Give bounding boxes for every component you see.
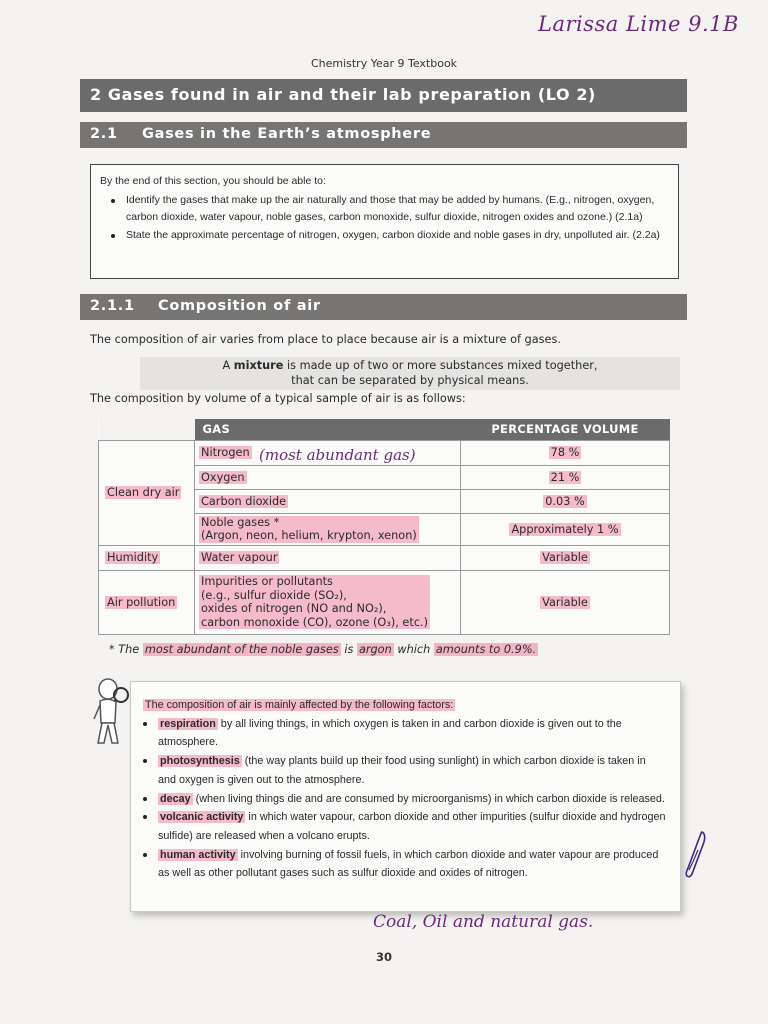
category-label: Humidity: [107, 551, 159, 564]
objectives-list: [100, 192, 668, 245]
subsection-title: Composition of air: [158, 298, 321, 314]
category-label: Clean dry air: [107, 486, 180, 499]
gas-name-line: (e.g., sulfur dioxide (SO₂),: [201, 588, 347, 602]
handwritten-fuel-note: Coal, Oil and natural gas.: [373, 912, 594, 932]
blank-header: [99, 419, 195, 440]
factor-item: [143, 790, 666, 809]
value-cell: [461, 570, 670, 634]
factor-term: human activity: [160, 848, 236, 861]
value-cell: [461, 513, 670, 545]
value-cell: [461, 465, 670, 489]
category-air-pollution: [99, 570, 195, 634]
table-intro: The composition by volume of a typical sample of air is as follows:: [90, 392, 466, 405]
book-title: Chemistry Year 9 Textbook: [310, 57, 458, 70]
factor-text: (the way plants build up their food using sunlight) in which carbon dioxide is taken in and oxygen is given out to the atmosphere.: [158, 755, 646, 786]
value-cell: [461, 440, 670, 465]
composition-intro: The composition of air varies from place to place because air is a mixture of gases.: [90, 333, 561, 346]
value-cell: [461, 545, 670, 570]
footnote-highlight: most abundant of the noble gases: [144, 643, 339, 656]
factors-box: [130, 681, 681, 912]
magnifier-figure-icon: [88, 675, 136, 747]
chapter-heading: 2 Gases found in air and their lab preparation (LO 2): [80, 79, 687, 112]
gas-cell: [195, 545, 461, 570]
table-header-row: [99, 419, 670, 440]
gas-cell: [195, 489, 461, 513]
factor-item: [143, 715, 666, 752]
factor-text: by all living things, in which oxygen is taken in and carbon dioxide is given out to the atmosphere.: [158, 717, 622, 749]
student-name-handwritten: Larissa Lime 9.1B: [538, 12, 739, 36]
objective-item: State the approximate percentage of nitrogen, oxygen, carbon dioxide and noble gases in dry, unpolluted air. (2.2a): [100, 227, 668, 245]
footnote-text: * The: [109, 643, 140, 656]
factor-item: [143, 752, 666, 789]
gas-name-line: carbon monoxide (CO), ozone (O₃), etc.): [201, 615, 429, 629]
factors-intro-text: The composition of air is mainly affected by the following factors:: [145, 699, 454, 711]
definition-pre: A: [222, 359, 231, 372]
table-row: [99, 545, 670, 570]
factor-item: [143, 846, 666, 883]
objective-item: Identify the gases that make up the air naturally and those that may be added by humans. (E.g., nitrogen, oxygen, carbon dioxide, water vapour, noble gases, carbon monoxide, sulfur dioxide, nitrogen oxides and ozone.) (2.1a): [100, 192, 668, 227]
factors-intro: [143, 696, 666, 715]
gas-name: Water vapour: [201, 551, 278, 564]
gas-cell: [195, 465, 461, 489]
section-number: 2.1: [90, 126, 118, 142]
gas-name: Nitrogen: [201, 446, 250, 459]
gas-name: Oxygen: [201, 470, 245, 484]
footnote-text: which: [397, 643, 431, 656]
mixture-definition: [140, 357, 680, 390]
factors-list: [143, 715, 666, 883]
factor-text: involving burning of fossil fuels, in which carbon dioxide and water vapour are produced as well as other pollutant gases such as sulfur dioxide and oxides of nitrogen.: [158, 848, 659, 880]
gas-value: 78 %: [550, 446, 580, 459]
footnote-text: is: [344, 643, 354, 656]
subsection-number: 2.1.1: [90, 298, 135, 314]
section-heading: [80, 122, 687, 148]
gas-name-line: (Argon, neon, helium, krypton, xenon): [201, 529, 417, 542]
gas-name: Carbon dioxide: [201, 494, 287, 508]
handwritten-table-note: (most abundant gas): [259, 446, 416, 464]
page-number: 30: [375, 950, 392, 964]
factor-text: (when living things die and are consumed by microorganisms) in which carbon dioxide is released.: [192, 792, 665, 805]
gas-cell: [195, 570, 461, 634]
factor-text: in which water vapour, carbon dioxide and other impurities (sulfur dioxide and hydrogen sulfide) are released when a volcano erupts.: [158, 811, 666, 842]
section-title: Gases in the Earth’s atmosphere: [142, 126, 432, 142]
learning-objectives-box: [90, 164, 679, 279]
definition-post: is made up of two or more substances mixed together,: [287, 359, 598, 372]
factor-term: volcanic activity: [160, 811, 244, 824]
table-row: [99, 570, 670, 634]
gas-name-line: Impurities or pollutants: [201, 575, 333, 588]
percentage-column-header: PERCENTAGE VOLUME: [461, 419, 670, 440]
factor-term: photosynthesis: [160, 755, 240, 768]
factor-item: [143, 808, 666, 845]
definition-line2: that can be separated by physical means.: [291, 373, 529, 387]
pencil-scribble-icon: [680, 830, 710, 880]
gas-value: Variable: [542, 551, 588, 564]
footnote-highlight: argon: [358, 643, 392, 656]
gas-column-header: GAS: [195, 419, 461, 440]
factor-term: respiration: [160, 717, 216, 730]
value-cell: [461, 489, 670, 513]
footnote-highlight: amounts to 0.9%.: [435, 643, 537, 656]
gas-value: Approximately 1 %: [511, 522, 619, 536]
gas-value: 21 %: [550, 470, 580, 484]
noble-gas-footnote: [109, 643, 538, 656]
gas-name-line: oxides of nitrogen (NO and NO₂),: [201, 602, 387, 615]
gas-name-line: Noble gases *: [201, 515, 280, 529]
category-label: Air pollution: [107, 595, 176, 609]
subsection-heading: [80, 294, 687, 320]
category-humidity: [99, 545, 195, 570]
factor-term: decay: [160, 792, 191, 805]
definition-term: mixture: [233, 359, 284, 372]
gas-value: Variable: [542, 595, 588, 609]
gas-cell: [195, 513, 461, 545]
category-clean-dry-air: [99, 440, 195, 545]
gas-value: 0.03 %: [545, 494, 585, 508]
objectives-intro: By the end of this section, you should be able to:: [100, 175, 326, 187]
